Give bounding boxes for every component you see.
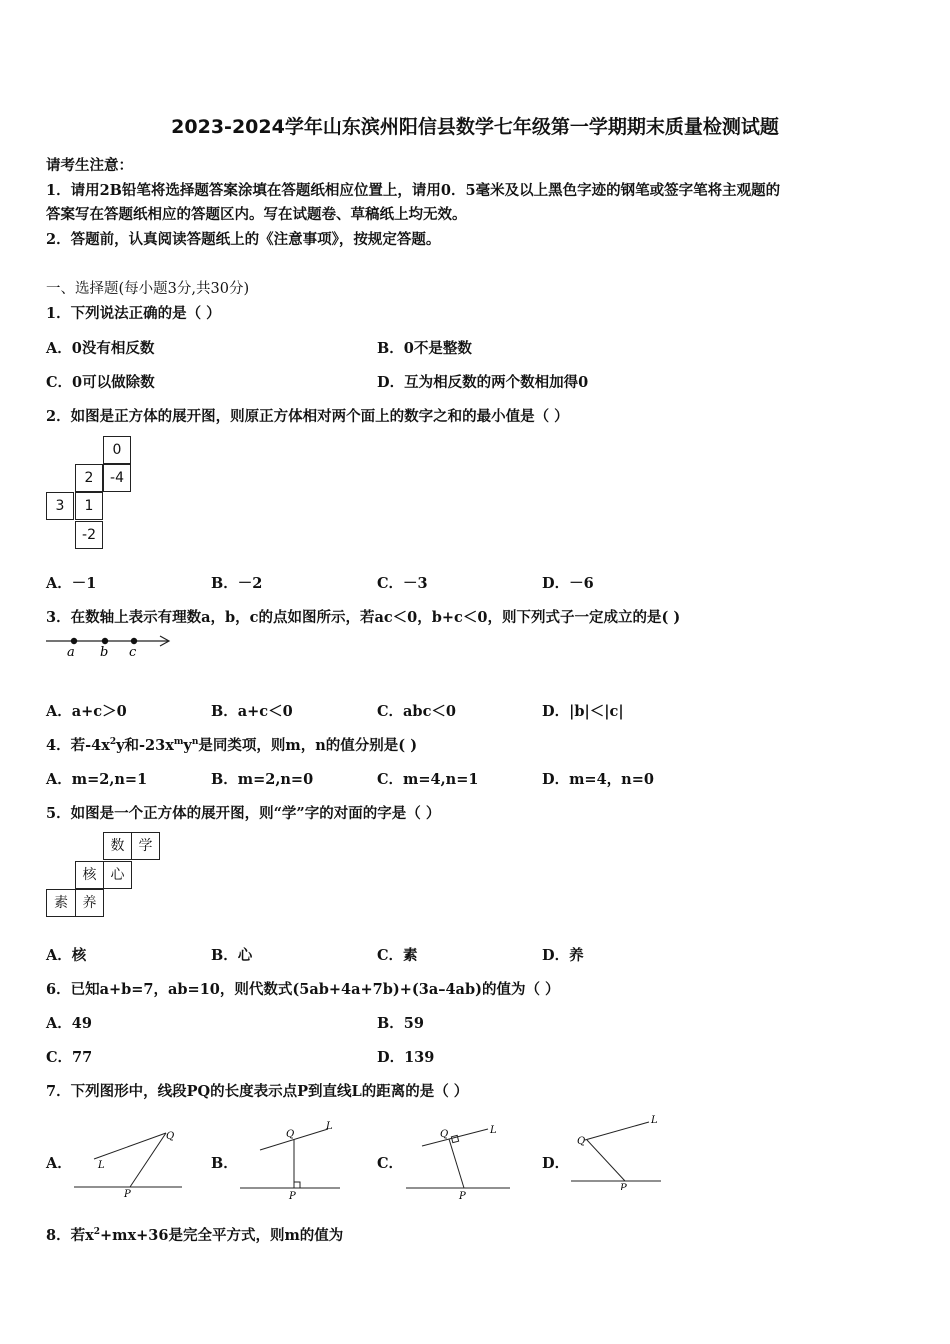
label-b: b — [100, 645, 109, 660]
q4-stem: 4．若$-4x^2y$和$-23x^my^n$是同类项，则m，n的值分别是( ) — [46, 737, 418, 754]
q5-option-c[interactable]: C．素 — [377, 947, 418, 964]
q2-option-c[interactable]: C．－3 — [377, 575, 428, 592]
q7-option-d[interactable]: D． — [542, 1155, 570, 1172]
svg-text:P: P — [289, 1191, 296, 1202]
svg-text:P: P — [459, 1191, 466, 1202]
point-a — [71, 638, 77, 644]
q6-option-d[interactable]: D．139 — [377, 1049, 435, 1066]
q7-option-b[interactable]: B． — [211, 1155, 238, 1172]
q2-option-b[interactable]: B．－2 — [211, 575, 263, 592]
q1-option-b[interactable]: B．0不是整数 — [377, 340, 472, 357]
point-b — [102, 638, 108, 644]
q7-figure-b — [236, 1115, 346, 1205]
q7-figure-c — [402, 1115, 517, 1205]
q5-net-cell: 心 — [103, 861, 132, 889]
q3-option-b[interactable]: B．a+c＜0 — [211, 703, 293, 720]
q2-net-cell: -2 — [75, 521, 103, 549]
q3-option-d[interactable]: D．|b|＜|c| — [542, 703, 624, 720]
notice-line-2: 2．答题前，认真阅读答题纸上的《注意事项》，按规定答题。 — [46, 231, 441, 248]
q2-net-cell: 2 — [75, 464, 103, 492]
q6-option-c[interactable]: C．77 — [46, 1049, 93, 1066]
q4-option-d[interactable]: D．m=4，n=0 — [542, 771, 654, 788]
q6-option-b[interactable]: B．59 — [377, 1015, 424, 1032]
q6-option-a[interactable]: A．49 — [46, 1015, 92, 1032]
q5-option-a[interactable]: A．核 — [46, 947, 87, 964]
q2-net-cell: 3 — [46, 492, 74, 520]
q2-option-d[interactable]: D．－6 — [542, 575, 594, 592]
svg-text:Q: Q — [577, 1136, 586, 1147]
svg-text:P: P — [124, 1189, 131, 1200]
q7-stem: 7．下列图形中，线段PQ的长度表示点P到直线L的距离的是（ ） — [46, 1083, 469, 1100]
q4-option-c[interactable]: C．m=4,n=1 — [377, 771, 479, 788]
notice-line-1b: 答案写在答题纸相应的答题区内。写在试题卷、草稿纸上均无效。 — [46, 206, 467, 223]
q2-stem: 2．如图是正方体的展开图，则原正方体相对两个面上的数字之和的最小值是（ ） — [46, 408, 569, 425]
q5-net-cell: 养 — [75, 889, 104, 917]
q6-stem: 6．已知a+b=7，ab=10，则代数式(5ab+4a+7b)+(3a–4ab)的值为（ ） — [46, 981, 560, 998]
q1-option-a[interactable]: A．0没有相反数 — [46, 340, 155, 357]
svg-text:L: L — [490, 1125, 497, 1136]
notice-heading: 请考生注意： — [46, 157, 133, 174]
svg-text:P: P — [620, 1183, 627, 1190]
point-c — [131, 638, 137, 644]
q5-option-b[interactable]: B．心 — [211, 947, 253, 964]
svg-text:L: L — [98, 1160, 105, 1171]
q3-option-c[interactable]: C．abc＜0 — [377, 703, 456, 720]
svg-text:L: L — [326, 1121, 333, 1132]
q7-figure-d — [567, 1110, 667, 1190]
q5-net-cell: 学 — [131, 832, 160, 860]
q3-stem: 3．在数轴上表示有理数a，b，c的点如图所示，若ac＜0，b+c＜0，则下列式子一定成立的是( ) — [46, 609, 681, 626]
q7-option-c[interactable]: C． — [377, 1155, 404, 1172]
q2-net-cell: 0 — [103, 436, 131, 464]
q5-net-cell: 素 — [46, 889, 76, 917]
q4-option-a[interactable]: A．m=2,n=1 — [46, 771, 148, 788]
q7-figure-a — [70, 1122, 185, 1202]
q2-net-cell: -4 — [103, 464, 131, 492]
q3-number-line — [44, 630, 174, 660]
q2-option-a[interactable]: A．－1 — [46, 575, 97, 592]
label-c: c — [129, 645, 137, 660]
q1-stem: 1．下列说法正确的是（ ） — [46, 305, 221, 322]
q1-option-c[interactable]: C．0可以做除数 — [46, 374, 155, 391]
q2-net-cell: 1 — [75, 492, 103, 520]
svg-text:Q: Q — [286, 1129, 295, 1140]
q5-option-d[interactable]: D．养 — [542, 947, 584, 964]
q3-option-a[interactable]: A．a+c＞0 — [46, 703, 127, 720]
section-heading: 一、选择题(每小题3分,共30分) — [46, 281, 250, 297]
q4-option-b[interactable]: B．m=2,n=0 — [211, 771, 314, 788]
q5-stem: 5．如图是一个正方体的展开图，则“学”字的对面的字是（ ） — [46, 805, 441, 822]
q8-stem: 8．若$x^2+mx+36$是完全平方式，则m的值为 — [46, 1227, 344, 1244]
page-title: 2023-2024学年山东滨州阳信县数学七年级第一学期期末质量检测试题 — [171, 116, 779, 138]
svg-text:Q: Q — [440, 1129, 449, 1140]
q5-net-cell: 核 — [75, 861, 104, 889]
q5-net-cell: 数 — [103, 832, 132, 860]
svg-text:L: L — [651, 1115, 658, 1126]
label-a: a — [67, 645, 75, 660]
notice-line-1: 1．请用2B铅笔将选择题答案涂填在答题纸相应位置上，请用0．5毫米及以上黑色字迹的钢笔或签字笔将主观题的 — [46, 182, 781, 199]
q7-option-a[interactable]: A． — [46, 1155, 72, 1172]
svg-text:Q: Q — [166, 1131, 175, 1142]
q1-option-d[interactable]: D．互为相反数的两个数相加得0 — [377, 374, 589, 391]
